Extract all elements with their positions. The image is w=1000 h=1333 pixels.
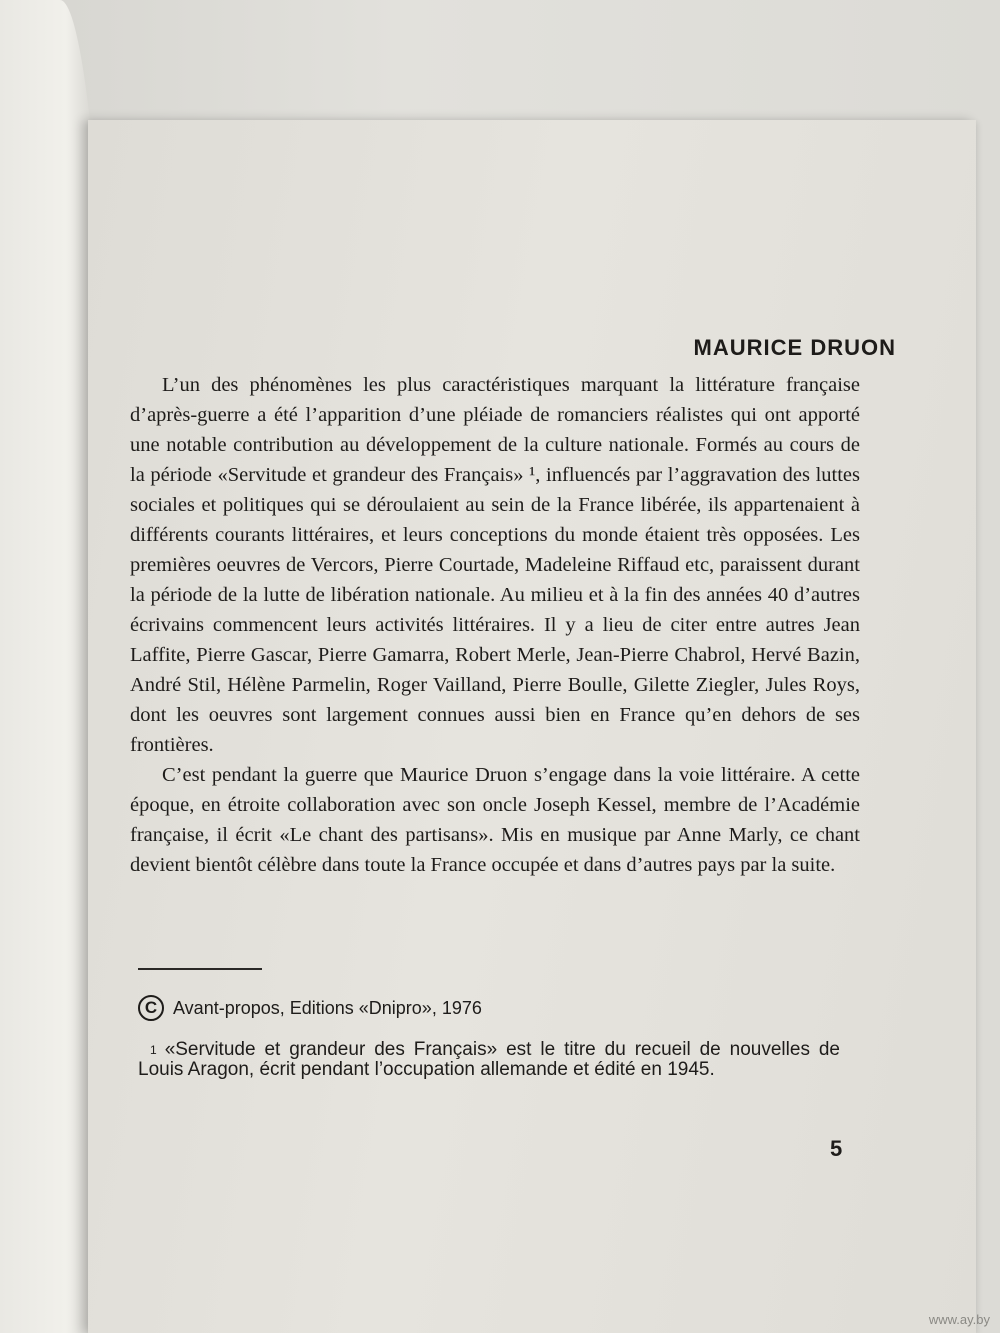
footnote-text: «Servitude et grandeur des Français» est le titre du recueil de nouvelles de Louis Aragon, écrit pendant l’occupation allemande et édité en 1945.: [138, 1039, 840, 1080]
book-page: [88, 120, 976, 1333]
copyright-icon: C: [138, 995, 164, 1021]
paragraph: C’est pendant la guerre que Maurice Druon s’engage dans la voie littéraire. A cette époque, en étroite collaboration avec son oncle Joseph Kessel, membre de l’Académie française, il écrit «Le chant des partisans». Mis en musique par Anne Marly, ce chant devient bientôt célèbre dans toute la France occupée et dans d’autres pays par la suite.: [130, 764, 860, 876]
copyright-line: [138, 995, 482, 1021]
footnote-divider: [138, 968, 262, 970]
page-number: 5: [830, 1136, 843, 1161]
page-title: MAURICE DRUON: [693, 335, 896, 360]
footnote-marker: 1: [150, 1043, 157, 1057]
copyright-text: Avant-propos, Editions «Dnipro», 1976: [173, 997, 482, 1018]
paragraph: L’un des phénomènes les plus caractéristiques marquant la littérature française d’après-guerre a été l’apparition d’une pléiade de romanciers réalistes qui ont apporté une notable contribution au développement de la culture nationale. Formés au cours de la période «Servitude et grandeur des Français» ¹, influencés par l’aggravation des luttes sociales et politiques qui se déroulaient au sein de la France libérée, ils appartenaient à différents courants littéraires, et leurs conceptions du monde étaient très opposées. Les premières oeuvres de Vercors, Pierre Courtade, Madeleine Riffaud etc, paraissent durant la période de la lutte de libération nationale. Au milieu et à la fin des années 40 d’autres écrivains commencent leurs activités littéraires. Il y a lieu de citer entre autres Jean Laffite, Pierre Gascar, Pierre Gamarra, Robert Merle, Jean-Pierre Chabrol, Hervé Bazin, André Stil, Hélène Parmelin, Roger Vailland, Pierre Boulle, Gilette Ziegler, Jules Roys, dont les oeuvres sont largement connues aussi bien en France qu’en dehors de ses frontières.: [130, 374, 860, 756]
watermark: www.ay.by: [928, 1312, 990, 1327]
body-text: [130, 370, 860, 880]
footnote: [138, 1040, 840, 1080]
